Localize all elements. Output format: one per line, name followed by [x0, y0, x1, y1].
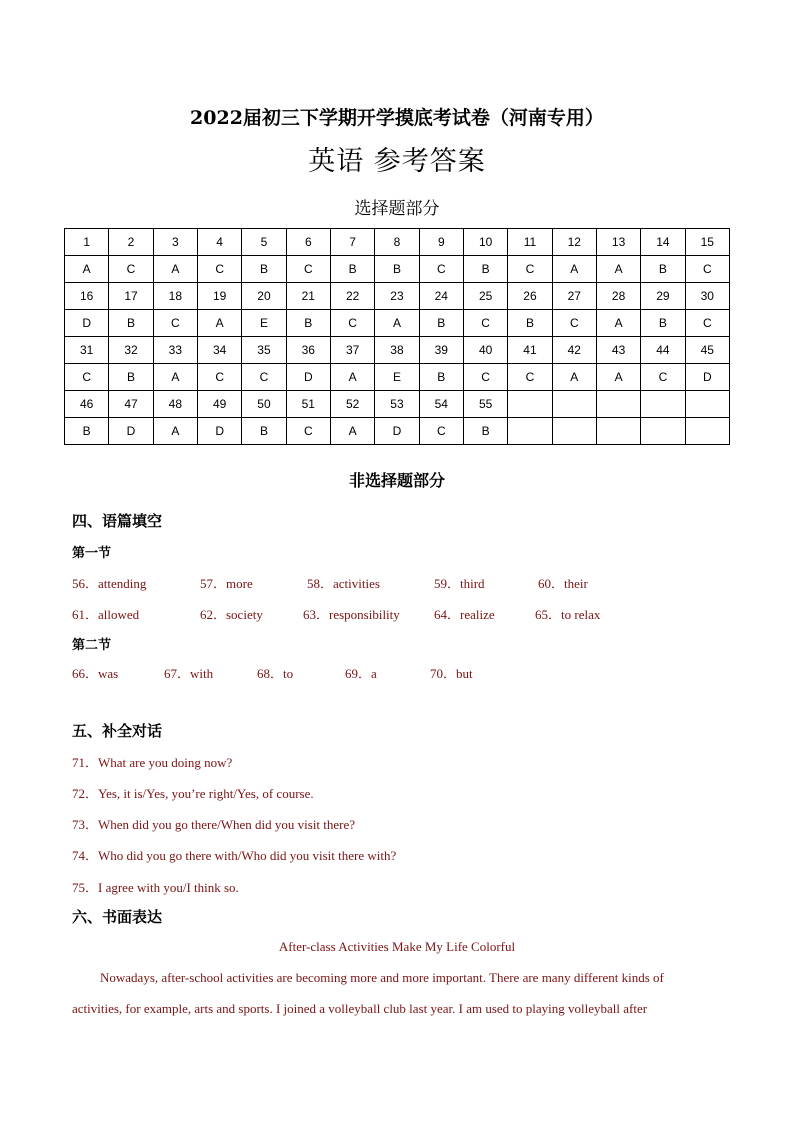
question-number-cell: [596, 391, 640, 418]
answer-cell: [596, 418, 640, 445]
question-number-cell: 17: [109, 283, 153, 310]
question-number-row: [65, 229, 730, 256]
question-number-cell: 34: [197, 337, 241, 364]
question-number-cell: 1: [65, 229, 109, 256]
question-number-cell: 52: [330, 391, 374, 418]
answer-57: 57．more: [200, 576, 253, 591]
answer-74: 74．Who did you go there with/Who did you visit there with?: [72, 848, 397, 863]
question-number-cell: 14: [641, 229, 685, 256]
question-number-cell: 15: [685, 229, 729, 256]
answer-56: 56．attending: [72, 576, 147, 591]
question-number-cell: 50: [242, 391, 286, 418]
question-number-cell: 30: [685, 283, 729, 310]
non-mc-section-title: 非选择题部分: [348, 471, 445, 490]
question-number-cell: 20: [242, 283, 286, 310]
answer-row: [65, 256, 730, 283]
question-number-cell: 37: [330, 337, 374, 364]
answer-cell: [685, 418, 729, 445]
answer-row: [65, 418, 730, 445]
question-number-cell: 32: [109, 337, 153, 364]
question-number-cell: 8: [375, 229, 419, 256]
question-number-cell: [552, 391, 596, 418]
answer-73: 73．When did you go there/When did you visit there?: [72, 817, 356, 832]
answer-cell: A: [65, 256, 109, 283]
question-number-row: [65, 337, 730, 364]
answer-cell: A: [552, 256, 596, 283]
question-number-cell: 38: [375, 337, 419, 364]
answer-cell: [508, 418, 552, 445]
question-number-cell: 21: [286, 283, 330, 310]
answer-75: 75．I agree with you/I think so.: [72, 880, 239, 895]
question-number-cell: 36: [286, 337, 330, 364]
answer-cell: C: [330, 310, 374, 337]
question-number-cell: 25: [463, 283, 507, 310]
answer-cell: C: [685, 256, 729, 283]
answer-cell: B: [242, 418, 286, 445]
answer-62: 62．society: [200, 607, 263, 622]
answer-70: 70．but: [430, 666, 473, 681]
answer-68: 68．to: [257, 666, 294, 681]
question-number-row: [65, 283, 730, 310]
question-number-cell: 40: [463, 337, 507, 364]
question-number-cell: 46: [65, 391, 109, 418]
answer-63: 63．responsibility: [303, 607, 400, 622]
question-number-cell: [508, 391, 552, 418]
answer-67: 67．with: [164, 666, 214, 681]
question-number-cell: 43: [596, 337, 640, 364]
answer-cell: D: [286, 364, 330, 391]
question-number-row: [65, 391, 730, 418]
answer-row: [65, 364, 730, 391]
answer-cell: A: [596, 364, 640, 391]
answer-cell: B: [286, 310, 330, 337]
answer-60: 60．their: [538, 576, 588, 591]
question-number-cell: 48: [153, 391, 197, 418]
question-number-cell: 6: [286, 229, 330, 256]
question-number-cell: 47: [109, 391, 153, 418]
question-number-cell: 2: [109, 229, 153, 256]
question-number-cell: 19: [197, 283, 241, 310]
question-number-cell: 31: [65, 337, 109, 364]
answer-71: 71．What are you doing now?: [72, 755, 233, 770]
answer-cell: B: [375, 256, 419, 283]
answer-cell: C: [508, 364, 552, 391]
answer-cell: C: [685, 310, 729, 337]
answer-cell: D: [197, 418, 241, 445]
answer-72: 72．Yes, it is/Yes, you’re right/Yes, of course.: [72, 786, 314, 801]
question-number-cell: 9: [419, 229, 463, 256]
answer-cell: A: [153, 364, 197, 391]
mc-section-title: 选择题部分: [354, 199, 440, 219]
question-number-cell: 51: [286, 391, 330, 418]
answer-cell: B: [242, 256, 286, 283]
answer-cell: D: [685, 364, 729, 391]
answer-cell: A: [197, 310, 241, 337]
question-number-cell: 55: [463, 391, 507, 418]
question-number-cell: 45: [685, 337, 729, 364]
part4-heading: 四、语篇填空: [72, 512, 163, 530]
question-number-cell: 3: [153, 229, 197, 256]
answer-cell: [641, 418, 685, 445]
answer-cell: B: [508, 310, 552, 337]
answer-cell: A: [153, 256, 197, 283]
answer-cell: C: [508, 256, 552, 283]
subject-title: 英语 参考答案: [308, 146, 486, 177]
answer-cell: B: [419, 310, 463, 337]
answer-61: 61．allowed: [72, 607, 140, 622]
answer-cell: B: [109, 310, 153, 337]
question-number-cell: 29: [641, 283, 685, 310]
answer-cell: E: [242, 310, 286, 337]
answer-cell: [552, 418, 596, 445]
answer-cell: C: [153, 310, 197, 337]
question-number-cell: 26: [508, 283, 552, 310]
question-number-cell: 41: [508, 337, 552, 364]
part5-heading: 五、补全对话: [72, 722, 163, 740]
question-number-cell: 12: [552, 229, 596, 256]
answer-cell: E: [375, 364, 419, 391]
answer-cell: D: [375, 418, 419, 445]
answer-cell: C: [286, 418, 330, 445]
answer-59: 59．third: [434, 576, 485, 591]
answer-cell: A: [596, 256, 640, 283]
answer-cell: D: [65, 310, 109, 337]
answer-cell: B: [65, 418, 109, 445]
answer-cell: D: [109, 418, 153, 445]
question-number-cell: 33: [153, 337, 197, 364]
part4-sub1-heading: 第一节: [72, 546, 112, 561]
answer-cell: C: [197, 364, 241, 391]
answer-cell: A: [153, 418, 197, 445]
question-number-cell: 22: [330, 283, 374, 310]
question-number-cell: 54: [419, 391, 463, 418]
answer-cell: C: [65, 364, 109, 391]
essay-title: After-class Activities Make My Life Colorful: [278, 939, 516, 954]
answer-58: 58．activities: [307, 576, 380, 591]
essay-line-2: activities, for example, arts and sports. I joined a volleyball club last year. I am used to playing volleyball after: [72, 1001, 648, 1016]
answer-cell: B: [463, 418, 507, 445]
question-number-cell: 27: [552, 283, 596, 310]
answer-cell: C: [242, 364, 286, 391]
question-number-cell: [641, 391, 685, 418]
mc-answer-table: [64, 228, 730, 445]
answer-cell: C: [463, 364, 507, 391]
answer-cell: A: [552, 364, 596, 391]
question-number-cell: 10: [463, 229, 507, 256]
question-number-cell: 35: [242, 337, 286, 364]
answer-66: 66．was: [72, 666, 119, 681]
question-number-cell: 42: [552, 337, 596, 364]
question-number-cell: 24: [419, 283, 463, 310]
answer-cell: A: [330, 418, 374, 445]
question-number-cell: 39: [419, 337, 463, 364]
question-number-cell: 16: [65, 283, 109, 310]
answer-cell: C: [286, 256, 330, 283]
question-number-cell: [685, 391, 729, 418]
answer-cell: B: [641, 256, 685, 283]
answer-cell: B: [641, 310, 685, 337]
answer-69: 69．a: [345, 666, 377, 681]
answer-cell: C: [419, 418, 463, 445]
exam-title: 2022届初三下学期开学摸底考试卷（河南专用）: [190, 107, 604, 129]
answer-cell: C: [463, 310, 507, 337]
question-number-cell: 11: [508, 229, 552, 256]
answer-cell: C: [197, 256, 241, 283]
essay-line-1: Nowadays, after-school activities are becoming more and more important. There are many different kinds of: [100, 970, 664, 985]
question-number-cell: 23: [375, 283, 419, 310]
answer-row: [65, 310, 730, 337]
answer-cell: C: [552, 310, 596, 337]
answer-cell: A: [596, 310, 640, 337]
question-number-cell: 28: [596, 283, 640, 310]
question-number-cell: 5: [242, 229, 286, 256]
question-number-cell: 18: [153, 283, 197, 310]
answer-64: 64．realize: [434, 607, 495, 622]
answer-cell: B: [419, 364, 463, 391]
answer-cell: C: [109, 256, 153, 283]
part4-sub2-heading: 第二节: [72, 638, 112, 653]
answer-cell: B: [330, 256, 374, 283]
answer-cell: A: [375, 310, 419, 337]
answer-cell: B: [109, 364, 153, 391]
answer-cell: C: [641, 364, 685, 391]
question-number-cell: 13: [596, 229, 640, 256]
question-number-cell: 49: [197, 391, 241, 418]
answer-cell: C: [419, 256, 463, 283]
part6-heading: 六、书面表达: [72, 908, 163, 926]
answer-cell: B: [463, 256, 507, 283]
question-number-cell: 7: [330, 229, 374, 256]
question-number-cell: 53: [375, 391, 419, 418]
question-number-cell: 4: [197, 229, 241, 256]
answer-cell: A: [330, 364, 374, 391]
answer-65: 65．to relax: [535, 607, 601, 622]
question-number-cell: 44: [641, 337, 685, 364]
